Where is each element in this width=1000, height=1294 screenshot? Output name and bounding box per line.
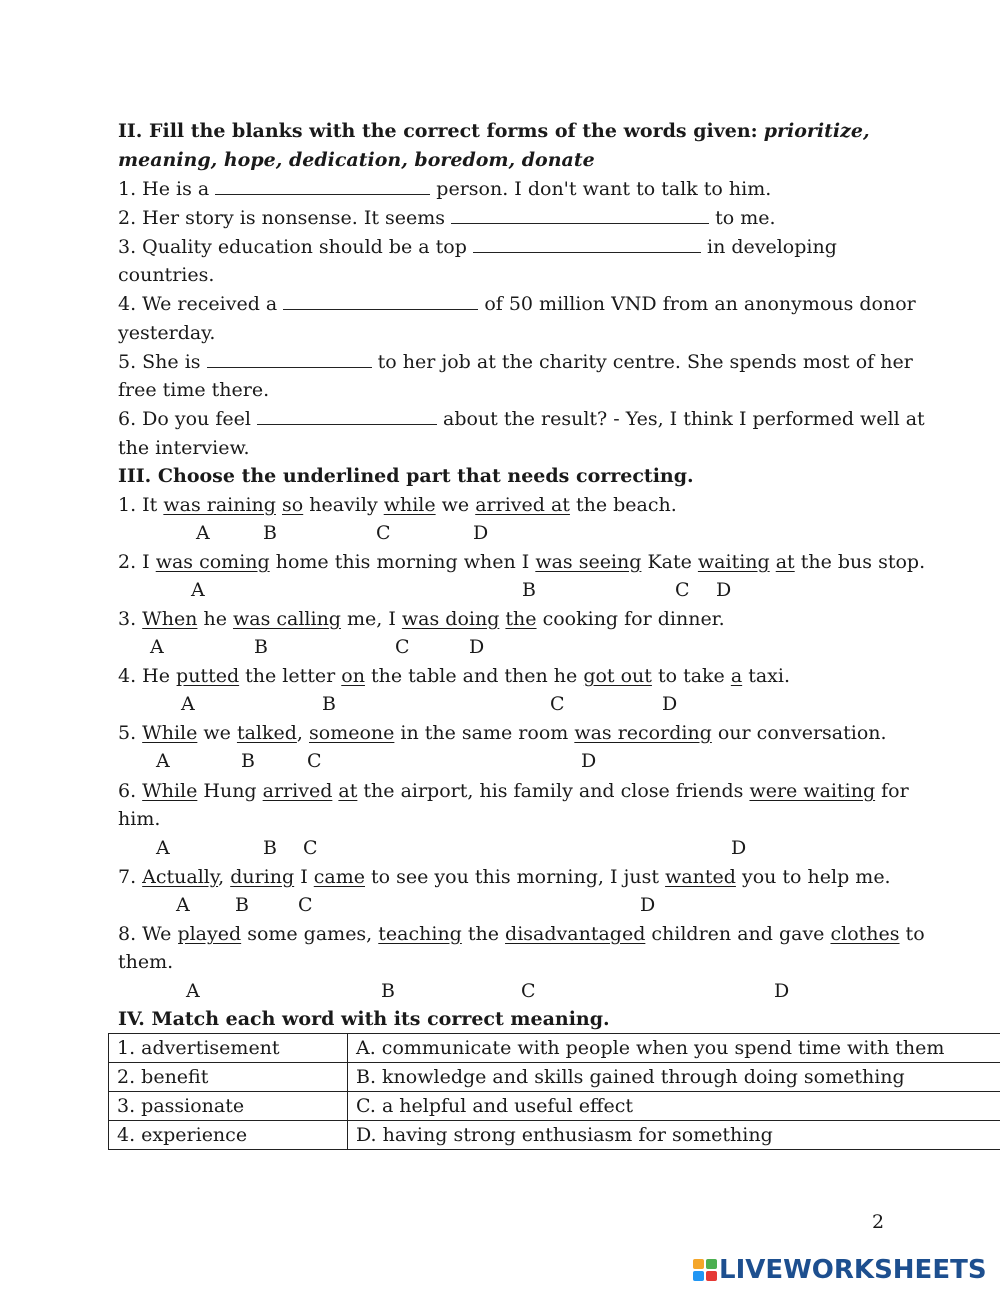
option-b-part[interactable]: arrived [262,780,333,802]
option-c-part[interactable]: came [313,866,365,888]
option-c-part[interactable]: disadvantaged [505,923,646,945]
fill-question-3-cont: countries. [118,264,215,286]
blank-3[interactable] [473,234,701,253]
error-question-3: 3. When he was calling me, I was doing the cooking for dinner. [118,608,725,630]
fill-question-1: 1. He is a person. I don't want to talk to him. [118,178,772,200]
option-d-part[interactable]: the [505,608,537,630]
blank-2[interactable] [451,205,709,224]
option-d-part[interactable]: was recording [574,722,712,744]
table-row [109,1121,1000,1150]
option-a-part[interactable]: Actually [142,866,219,888]
blank-5[interactable] [207,349,372,368]
meaning-cell[interactable]: B. knowledge and skills gained through doing something [348,1063,1000,1092]
option-d-part[interactable]: wanted [665,866,736,888]
error-question-4: 4. He putted the letter on the table and then he got out to take a taxi. [118,665,791,687]
option-d-part[interactable]: were waiting [749,780,876,802]
meaning-cell[interactable]: C. a helpful and useful effect [348,1092,1000,1121]
option-a-part[interactable]: was raining [163,494,276,516]
word-cell[interactable]: 4. experience [109,1121,348,1150]
logo-text: LIVEWORKSHEETS [719,1255,987,1285]
section-3-heading: III. Choose the underlined part that needs correcting. [118,465,694,487]
error-question-1: 1. It was raining so heavily while we arrived at the beach. [118,494,677,516]
fill-question-4: 4. We received a of 50 million VND from an anonymous donor [118,293,916,315]
fill-question-5: 5. She is to her job at the charity centre. She spends most of her [118,351,913,373]
table-row [109,1034,1000,1063]
error-question-6-cont: him. [118,808,161,830]
option-d-part[interactable]: clothes [830,923,900,945]
option-letters-6: A B C D [156,837,747,859]
table-row [109,1063,1000,1092]
option-a-part[interactable]: When [142,608,198,630]
option-b-part[interactable]: teaching [378,923,462,945]
section-4-heading: IV. Match each word with its correct meaning. [118,1008,610,1030]
option-letters-4: A B C D [181,693,678,715]
option-c-part[interactable]: was doing [401,608,500,630]
blank-1[interactable] [215,176,430,195]
option-d-part[interactable]: at [775,551,795,573]
word-cell[interactable]: 2. benefit [109,1063,348,1092]
error-question-6: 6. While Hung arrived at the airport, his family and close friends were waiting for [118,780,909,802]
section-2-heading: II. Fill the blanks with the correct forms of the words given: prioritize, [118,120,870,142]
option-letters-8: A B C D [186,980,790,1002]
option-c-part[interactable]: got out [583,665,652,687]
blank-4[interactable] [283,291,478,310]
option-b-part[interactable]: was seeing [535,551,642,573]
option-c-part[interactable]: while [383,494,436,516]
option-letters-5: A B C D [156,750,597,772]
option-b-part[interactable]: so [282,494,304,516]
option-b-part[interactable]: was calling [232,608,341,630]
fill-question-4-cont: yesterday. [118,322,216,344]
fill-question-2: 2. Her story is nonsense. It seems to me. [118,207,776,229]
meaning-cell[interactable]: A. communicate with people when you spend time with them [348,1034,1000,1063]
table-row [109,1092,1000,1121]
option-a-part[interactable]: played [177,923,242,945]
option-d-part[interactable]: a [730,665,743,687]
fill-question-5-cont: free time there. [118,379,270,401]
option-letters-2: A B C D [191,579,732,601]
option-letters-1: A B C D [196,522,489,544]
error-question-7: 7. Actually, during I came to see you this morning, I just wanted you to help me. [118,866,891,888]
fill-question-6-cont: the interview. [118,437,250,459]
option-c-part[interactable]: waiting [697,551,770,573]
word-list-line1: prioritize, [763,120,870,142]
error-question-8-cont: them. [118,951,174,973]
option-c-part[interactable]: someone [309,722,395,744]
error-question-5: 5. While we talked, someone in the same room was recording our conversation. [118,722,887,744]
option-b-part[interactable]: on [341,665,365,687]
matching-table [108,1033,1000,1150]
word-cell[interactable]: 1. advertisement [109,1034,348,1063]
error-question-8: 8. We played some games, teaching the disadvantaged children and gave clothes to [118,923,925,945]
logo-mark-icon [693,1259,717,1281]
option-a-part[interactable]: putted [176,665,240,687]
option-c-part[interactable]: at [338,780,358,802]
option-letters-3: A B C D [150,636,485,658]
option-b-part[interactable]: talked [236,722,297,744]
option-a-part[interactable]: While [142,780,198,802]
meaning-cell[interactable]: D. having strong enthusiasm for something [348,1121,1000,1150]
page-number: 2 [872,1211,885,1233]
fill-question-3: 3. Quality education should be a top in developing [118,236,837,258]
word-list-line2: meaning, hope, dedication, boredom, donate [118,149,595,171]
option-letters-7: A B C D [176,894,656,916]
error-question-2: 2. I was coming home this morning when I was seeing Kate waiting at the bus stop. [118,551,926,573]
blank-6[interactable] [257,406,437,425]
option-a-part[interactable]: While [142,722,198,744]
fill-question-6: 6. Do you feel about the result? - Yes, I think I performed well at [118,408,925,430]
word-cell[interactable]: 3. passionate [109,1092,348,1121]
option-d-part[interactable]: arrived at [475,494,570,516]
option-a-part[interactable]: was coming [155,551,270,573]
option-b-part[interactable]: during [230,866,295,888]
